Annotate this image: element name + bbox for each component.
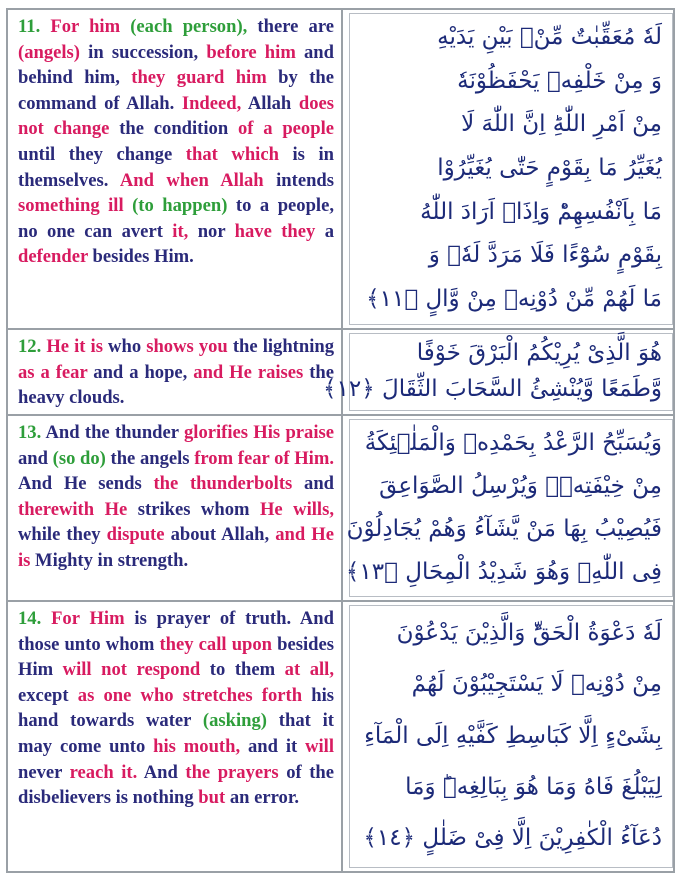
translation-segment: that which — [185, 143, 279, 165]
translation-segment: from fear of Him. — [194, 447, 334, 469]
translation-segment: before him — [206, 41, 296, 63]
translation-segment: the angels — [105, 447, 195, 469]
verse-number: 13. — [18, 422, 42, 443]
translation-segment: and a hope, — [87, 361, 194, 383]
arabic-text — [323, 333, 673, 411]
translation-segment: therewith He — [18, 498, 128, 520]
translation-segment: defender — [18, 246, 88, 268]
translation-segment: the prayers — [185, 761, 279, 783]
translation-segment: nor — [188, 220, 235, 242]
translation-segment: his mouth, — [153, 735, 241, 757]
arabic-line: مَا بِاَنْفُسِهِمْؕ وَاِذَاۤ اَرَادَ اللّٰهُ — [420, 198, 662, 225]
translation-segment: of a people — [237, 118, 334, 140]
translation-segment: And when Allah — [119, 169, 264, 191]
translation-segment: And the thunder — [41, 422, 184, 443]
translation-segment: will — [305, 735, 334, 757]
translation-segment: and it — [240, 735, 306, 757]
translation-segment: the heavy clouds. — [18, 361, 335, 409]
translation-segment: Indeed, — [181, 92, 242, 114]
arabic-line: مِنْ دُوْنِهٖ لَا يَسْتَجِيْبُوْنَ لَهُمْ — [411, 671, 662, 698]
verse-table — [6, 8, 675, 873]
translation-segment: it, — [172, 220, 189, 242]
translation-segment: And — [137, 761, 186, 783]
translation-segment: they call upon — [159, 633, 273, 655]
arabic-line: هُوَ الَّذِىْ يُرِيْكُمُ الْبَرْقَ خَوْفًا — [416, 340, 662, 367]
verse-row-13 — [8, 414, 673, 600]
arabic-line: وَّطَمَعًا وَّيُنْشِئُ السَّحَابَ الثِّقَالَ ﴿١٢﴾ — [323, 376, 662, 403]
arabic-text — [349, 13, 673, 325]
translation-segment: Mighty in strength. — [30, 549, 189, 571]
translation-segment: to them — [200, 659, 285, 681]
translation-segment: but — [198, 787, 226, 809]
english-translation — [8, 416, 343, 600]
arabic-line: لَهٗ دَعْوَةُ الْحَقِّؕ وَالَّذِيْنَ يَدْعُوْنَ — [396, 619, 662, 646]
translation-segment: the thunderbolts — [153, 473, 293, 495]
translation-segment: except — [18, 684, 78, 706]
arabic-text — [345, 419, 673, 597]
translation-segment: And He sends — [18, 473, 154, 495]
translation-segment: the condition — [109, 118, 238, 140]
translation-segment: his hand towards water — [18, 684, 334, 732]
translation-segment: He wills, — [259, 498, 334, 520]
verse-number: 12. — [18, 336, 42, 357]
translation-segment: and behind him, — [18, 41, 334, 89]
translation-segment: dispute — [106, 524, 165, 546]
translation-segment: the lightning — [227, 336, 335, 357]
arabic-line: فِى اللّٰهِۚ وَهُوَ شَدِيْدُ الْمِحَالِ ﴿١٣﴾ — [345, 558, 662, 585]
translation-segment: have they — [234, 220, 316, 242]
translation-segment: (angels) — [18, 41, 80, 63]
translation-segment: besides Him. — [87, 246, 194, 268]
translation-segment: is in themselves. — [18, 143, 334, 191]
arabic-line: مِنْ اَمْرِ اللّٰهِؕ اِنَّ اللّٰهَ لَا — [461, 111, 662, 138]
translation-segment: (so do) — [52, 447, 106, 469]
translation-segment: is prayer of truth. And those unto whom — [18, 608, 334, 655]
translation-segment: For him — [40, 16, 131, 37]
arabic-line: فَيُصِيْبُ بِهَا مَنْ يَّشَآءُ وَهُمْ يُجَادِلُوْنَ — [346, 515, 662, 542]
translation-segment: never — [18, 761, 70, 783]
arabic-line: يُغَيِّرُ مَا بِقَوْمٍ حَتّٰى يُغَيِّرُوْا — [437, 155, 662, 182]
translation-segment: strikes whom — [127, 498, 260, 520]
translation-segment: and He is — [18, 524, 335, 571]
translation-segment: until they change — [18, 143, 186, 165]
arabic-line: دُعَآءُ الْكٰفِرِيْنَ اِلَّا فِىْ ضَلٰلٍ ﴿١٤﴾ — [363, 825, 662, 852]
arabic-line: وَ مِنْ خَلْفِهٖ يَحْفَظُوْنَهٗ — [457, 67, 662, 94]
translation-segment: as a fear — [18, 361, 88, 383]
verse-row-12 — [8, 328, 673, 414]
translation-segment: an error. — [225, 787, 300, 809]
translation-segment: they guard him — [131, 67, 267, 89]
translation-segment: He it is — [41, 336, 103, 357]
translation-segment: besides Him — [18, 633, 334, 681]
translation-segment: and — [18, 447, 53, 469]
translation-segment: (each person), — [130, 16, 248, 37]
translation-segment: about Allah, — [164, 524, 276, 546]
translation-segment: to a people, no one can avert — [18, 195, 334, 242]
translation-segment: at all, — [284, 659, 334, 681]
translation-segment: (to happen) — [123, 195, 228, 217]
arabic-line: لِيَبْلُغَ فَاهُ وَمَا هُوَ بِبَالِغِهٖؕ وَمَا — [405, 773, 662, 800]
arabic-line: وَيُسَبِّحُ الرَّعْدُ بِحَمْدِهٖ وَالْمَلٰۤئِكَةُ — [364, 429, 662, 456]
translation-segment: reach it. — [69, 761, 138, 783]
translation-segment: glorifies His praise — [183, 422, 334, 443]
translation-segment: there are — [247, 16, 334, 37]
translation-segment: For Him — [41, 608, 125, 629]
translation-segment: as one who stretches forth — [77, 684, 303, 706]
english-translation — [8, 602, 343, 871]
arabic-line: بِقَوْمٍ سُوْٓءًا فَلَا مَرَدَّ لَهٗۚ وَ — [428, 242, 662, 269]
arabic-line: بِشَىْءٍ اِلَّا كَبَاسِطِ كَفَّيْهِ اِلَى الْمَآءِ — [364, 722, 662, 749]
translation-segment: does not change — [18, 92, 334, 140]
translation-segment: of the disbelievers is nothing — [18, 761, 335, 809]
translation-segment: that it may come unto — [18, 710, 334, 757]
translation-segment: (asking) — [202, 710, 267, 732]
translation-segment: while they — [18, 524, 107, 546]
verse-row-14 — [8, 600, 673, 871]
translation-segment: by the command of Allah. — [18, 67, 334, 114]
translation-segment: and He raises — [193, 361, 304, 383]
arabic-line: لَهٗ مُعَقِّبٰتٌ مِّنْۢ بَيْنِ يَدَيْهِ — [437, 23, 662, 50]
arabic-line: مِنْ خِيْفَتِهٖۚ وَيُرْسِلُ الصَّوَاعِقَ — [379, 472, 662, 499]
verse-number: 11. — [18, 16, 41, 37]
translation-segment: in succession, — [79, 41, 207, 63]
translation-segment: something ill — [18, 195, 124, 217]
translation-segment: Allah — [241, 92, 299, 114]
translation-segment: and — [292, 473, 334, 495]
english-translation — [8, 10, 343, 328]
translation-segment: who — [102, 336, 147, 357]
translation-segment: a — [315, 220, 334, 242]
verse-number: 14. — [18, 608, 42, 629]
translation-segment: will not respond — [62, 659, 201, 681]
verse-row-11 — [8, 10, 673, 328]
english-translation — [8, 330, 343, 414]
arabic-text — [349, 605, 673, 868]
arabic-line: مَا لَهُمْ مِّنْ دُوْنِهٖ مِنْ وَّالٍ ﴿١١﴾ — [366, 286, 662, 313]
translation-segment: shows you — [146, 336, 228, 357]
translation-segment: intends — [263, 169, 334, 191]
